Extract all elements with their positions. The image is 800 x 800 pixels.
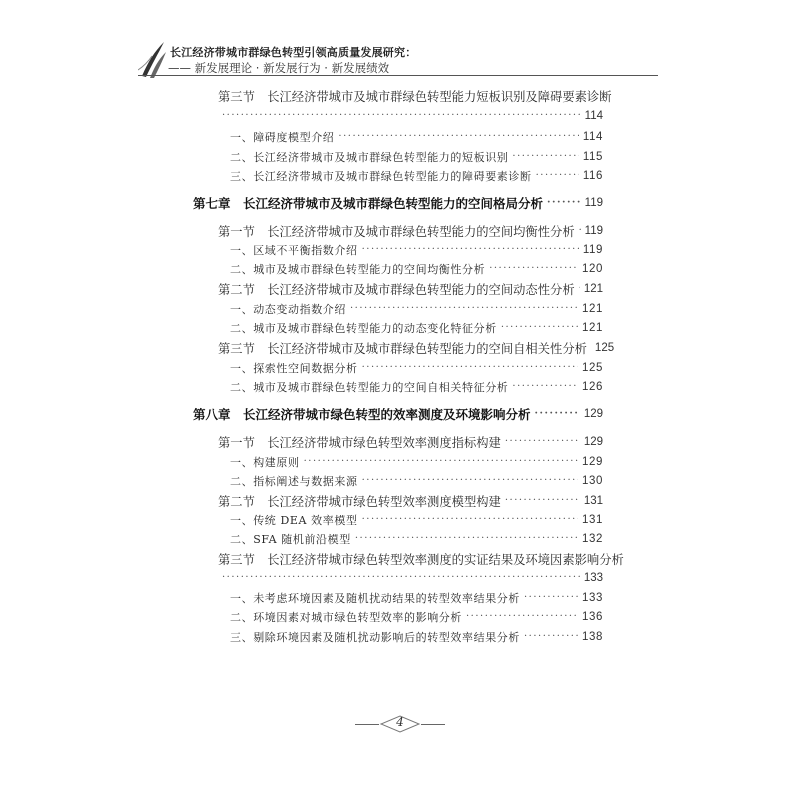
toc-page-number: 115	[582, 151, 603, 163]
toc-entry-title: 二、SFA 随机前沿模型	[230, 533, 351, 546]
toc-page-number: 138	[582, 631, 603, 643]
toc-entry-chapter	[193, 404, 603, 424]
toc-leader-dots	[547, 196, 581, 210]
toc-entry-title: 第一节 长江经济带城市绿色转型效率测度指标构建	[218, 436, 501, 450]
toc-entry-section	[218, 338, 615, 358]
toc-entry-title: 第七章 长江经济带城市及城市群绿色转型能力的空间格局分析	[193, 196, 544, 211]
toc-entry-subsection	[230, 607, 603, 627]
toc-page-number: 132	[582, 533, 603, 545]
toc-entry-section	[218, 491, 603, 511]
toc-entry-subsection	[230, 452, 603, 472]
toc-entry-section	[218, 549, 624, 569]
toc-entry-subsection	[230, 127, 603, 147]
toc-entry-subsection	[230, 471, 603, 491]
toc-page-number: 130	[582, 475, 603, 487]
toc-entry-section	[218, 568, 603, 588]
toc-leader-dots	[222, 571, 580, 585]
toc-entry-title: 二、城市及城市群绿色转型能力的空间均衡性分析	[230, 263, 486, 276]
toc-entry-section	[218, 106, 603, 126]
toc-entry-title: 第三节 长江经济带城市绿色转型效率测度的实证结果及环境因素影响分析	[218, 553, 624, 567]
toc-entry-section	[218, 221, 603, 241]
toc-entry-title: 一、探索性空间数据分析	[230, 362, 358, 375]
toc-leader-dots	[222, 109, 581, 123]
toc-entry-subsection	[230, 166, 603, 186]
toc-entry-title: 二、城市及城市群绿色转型能力的空间自相关特征分析	[230, 381, 509, 394]
toc-leader-dots	[304, 455, 578, 469]
toc-entry-title: 一、传统 DEA 效率模型	[230, 514, 358, 527]
toc-entry-title: 二、指标阐述与数据来源	[230, 475, 358, 488]
toc-leader-dots	[362, 361, 578, 375]
toc-entry-subsection	[230, 358, 603, 378]
toc-page-number: 114	[582, 131, 603, 143]
toc-page-number: 133	[583, 572, 603, 584]
page-number: 4	[396, 715, 404, 729]
toc-entry-subsection	[230, 318, 603, 338]
toc-entry-subsection	[230, 259, 603, 279]
toc-entry-title: 第二节 长江经济带城市及城市群绿色转型能力的空间动态性分析	[218, 283, 575, 297]
toc-page-number: 133	[582, 592, 603, 604]
toc-leader-dots	[524, 630, 578, 644]
toc-leader-dots	[535, 407, 580, 421]
toc-page-number: 125	[594, 342, 615, 354]
toc-entry-title: 三、长江经济带城市及城市群绿色转型能力的障碍要素诊断	[230, 170, 532, 183]
header-subtitle: —— 新发展理论 · 新发展行为 · 新发展绩效	[168, 61, 390, 75]
toc-page-number: 129	[582, 456, 603, 468]
toc-page-number: 131	[583, 495, 603, 507]
toc-entry-subsection	[230, 377, 603, 397]
toc-page-number: 121	[582, 322, 603, 334]
toc-entry-subsection	[230, 299, 603, 319]
toc-leader-dots	[466, 610, 578, 624]
toc-leader-dots	[512, 380, 578, 394]
toc-leader-dots	[579, 282, 580, 296]
toc-entry-title: 第三节 长江经济带城市及城市群绿色转型能力短板识别及障碍要素诊断	[218, 90, 612, 104]
toc-entry-title: 第八章 长江经济带城市绿色转型的效率测度及环境影响分析	[193, 407, 531, 422]
toc-entry-title: 一、构建原则	[230, 456, 300, 469]
toc-page-number: 119	[584, 225, 603, 237]
header-title: 长江经济带城市群绿色转型引领高质量发展研究：	[170, 46, 417, 59]
toc-entry-title: 第一节 长江经济带城市及城市群绿色转型能力的空间均衡性分析	[218, 225, 575, 239]
toc-leader-dots	[362, 243, 579, 257]
toc-leader-dots	[355, 532, 578, 546]
toc-entry-section	[218, 432, 603, 452]
toc-page-number: 125	[582, 362, 603, 374]
toc-entry-title: 二、环境因素对城市绿色转型效率的影响分析	[230, 611, 462, 624]
toc-entry-chapter	[193, 193, 603, 213]
toc-leader-dots	[338, 130, 578, 144]
toc-leader-dots	[579, 224, 581, 238]
toc-page-number: 116	[582, 170, 603, 182]
toc-page-number: 121	[582, 303, 603, 315]
toc-entry-subsection	[230, 588, 603, 608]
toc-entry-subsection	[230, 240, 603, 260]
toc-leader-dots	[362, 513, 578, 527]
toc-page-number: 120	[582, 263, 603, 275]
toc-entry-title: 第二节 长江经济带城市绿色转型效率测度模型构建	[218, 495, 501, 509]
toc-entry-title: 一、障碍度模型介绍	[230, 131, 335, 144]
toc-entry-title: 二、长江经济带城市及城市群绿色转型能力的短板识别	[230, 151, 509, 164]
toc-page-number: 121	[583, 283, 603, 295]
toc-entry-subsection	[230, 529, 603, 549]
toc-entry-section	[218, 86, 612, 106]
toc-entry-title: 一、区域不平衡指数介绍	[230, 244, 358, 257]
toc-page-number: 126	[582, 381, 603, 393]
toc-entry-section	[218, 279, 603, 299]
toc-leader-dots	[505, 435, 580, 449]
toc-entry-subsection	[230, 510, 603, 530]
toc-entry-title: 一、未考虑环境因素及随机扰动结果的转型效率结果分析	[230, 592, 520, 605]
toc-leader-dots	[505, 494, 580, 508]
toc-leader-dots	[501, 321, 578, 335]
toc-leader-dots	[512, 150, 578, 164]
toc-entry-title: 三、剔除环境因素及随机扰动影响后的转型效率结果分析	[230, 631, 520, 644]
toc-page-number: 119	[584, 197, 603, 209]
toc-leader-dots	[524, 591, 578, 605]
toc-page-number: 114	[584, 110, 603, 122]
toc-entry-title: 二、城市及城市群绿色转型能力的动态变化特征分析	[230, 322, 497, 335]
toc-leader-dots	[362, 474, 578, 488]
toc-entry-subsection	[230, 627, 603, 647]
toc-leader-dots	[489, 262, 578, 276]
toc-leader-dots	[350, 302, 578, 316]
toc-page-number: 129	[583, 408, 603, 420]
toc-page-number: 129	[583, 436, 603, 448]
toc-page-number: 136	[582, 611, 603, 623]
toc-page-number: 119	[582, 244, 603, 256]
toc-entry-title: 第三节 长江经济带城市及城市群绿色转型能力的空间自相关性分析	[218, 342, 587, 356]
toc-page-number: 131	[582, 514, 603, 526]
toc-entry-subsection	[230, 147, 603, 167]
toc-leader-dots	[536, 169, 579, 183]
toc-entry-title: 一、动态变动指数介绍	[230, 303, 346, 316]
page-footer	[355, 712, 445, 738]
